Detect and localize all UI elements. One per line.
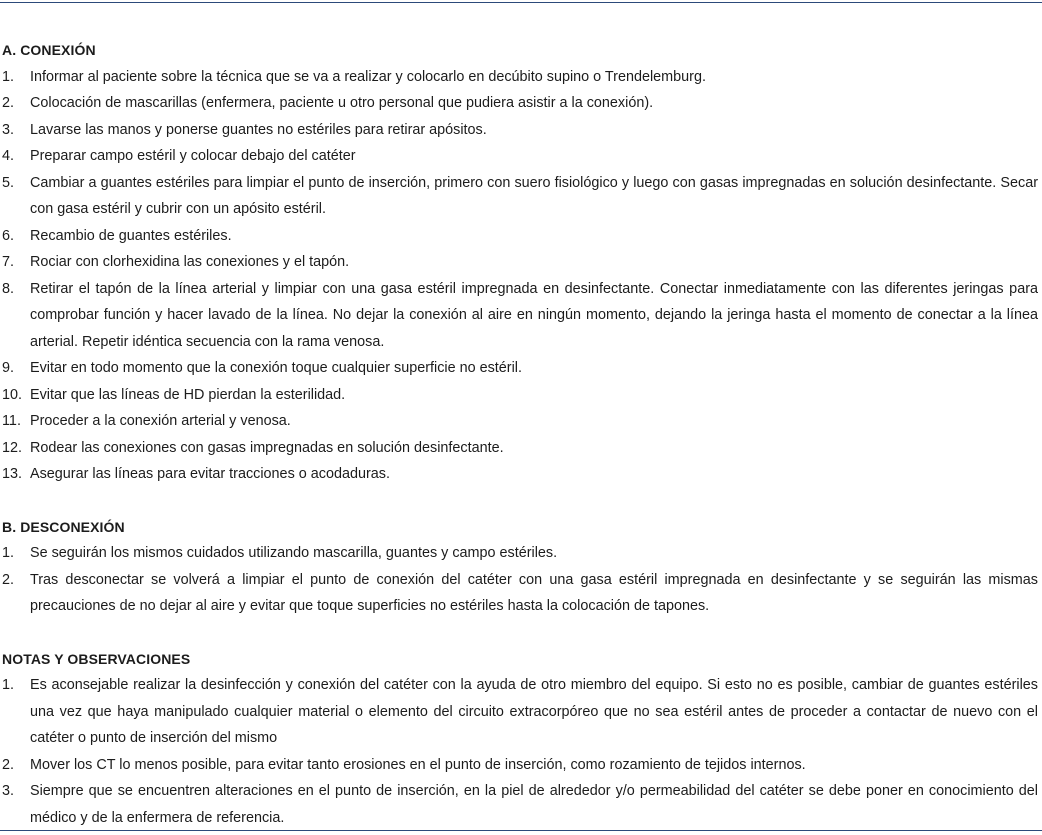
step-list	[2, 64, 1038, 488]
item-number: 5.	[2, 174, 15, 191]
item-number: 1.	[2, 677, 15, 693]
item-text: Rodear las conexiones con gasas impregnadas en solución desinfectante.	[30, 439, 504, 456]
item-text: Proceder a la conexión arterial y venosa.	[30, 413, 291, 429]
list-item	[2, 778, 1038, 831]
item-number: 1.	[2, 545, 15, 561]
list-item	[2, 435, 1038, 462]
item-number: 2.	[2, 95, 15, 111]
item-text: Se seguirán los mismos cuidados utilizando mascarilla, guantes y campo estériles.	[30, 545, 558, 561]
item-number: 8.	[2, 280, 15, 297]
list-item	[2, 117, 1038, 144]
item-text: Preparar campo estéril y colocar debajo del catéter	[30, 148, 356, 164]
item-number: 6.	[2, 227, 15, 244]
item-text: Es aconsejable realizar la desinfección y conexión del catéter con la ayuda de otro miembro del equipo. Si esto no es posible, cambiar de guantes estériles una vez que haya manipulado cualquier material o elemento del circuito extracorpóreo que no sea estéril antes de proceder a contactar de nuevo con el catéter o punto de inserción del mismo	[30, 677, 1038, 746]
list-item	[2, 752, 1038, 779]
item-number: 3.	[2, 783, 15, 799]
step-list	[2, 672, 1038, 831]
top-rule	[0, 2, 1042, 3]
item-text: Evitar que las líneas de HD pierdan la esterilidad.	[30, 386, 346, 403]
list-item	[2, 143, 1038, 170]
item-text: Siempre que se encuentren alteraciones en el punto de inserción, en la piel de alrededor y/o permeabilidad del catéter se debe poner en conocimiento del médico y de la enfermera de referencia.	[30, 783, 1038, 826]
item-number: 3.	[2, 121, 15, 138]
bottom-rule	[0, 830, 1042, 831]
list-item	[2, 672, 1038, 752]
item-text: Tras desconectar se volverá a limpiar el punto de conexión del catéter con una gasa estéril impregnada en desinfectante y se seguirán las mismas precauciones de no dejar al aire y evitar que toque superficies no estériles hasta la colocación de tapones.	[30, 571, 1038, 614]
item-text: Lavarse las manos y ponerse guantes no estériles para retirar apósitos.	[30, 121, 487, 138]
item-number: 1.	[2, 68, 15, 85]
procedure-document	[2, 37, 1038, 831]
item-number: 4.	[2, 148, 15, 164]
item-text: Rociar con clorhexidina las conexiones y el tapón.	[30, 254, 350, 270]
item-text: Cambiar a guantes estériles para limpiar el punto de inserción, primero con suero fisiológico y luego con gasas impregnadas en solución desinfectante. Secar con gasa estéril y cubrir con un apósito estéril.	[30, 174, 1038, 217]
item-text: Colocación de mascarillas (enfermera, paciente u otro personal que pudiera asistir a la conexión).	[30, 95, 654, 111]
item-number: 7.	[2, 254, 15, 270]
section-heading: A. CONEXIÓN	[2, 42, 96, 58]
item-text: Asegurar las líneas para evitar tracciones o acodaduras.	[30, 466, 390, 482]
list-item	[2, 540, 1038, 567]
section-heading: NOTAS Y OBSERVACIONES	[2, 650, 191, 667]
list-item	[2, 64, 1038, 91]
section-desconexion	[2, 514, 1038, 620]
item-text: Evitar en todo momento que la conexión toque cualquier superficie no estéril.	[30, 360, 522, 376]
list-item	[2, 461, 1038, 488]
list-item	[2, 567, 1038, 620]
section-conexion	[2, 37, 1038, 488]
item-text: Informar al paciente sobre la técnica que se va a realizar y colocarlo en decúbito supino o Trendelemburg.	[30, 68, 706, 85]
section-notas	[2, 646, 1038, 832]
step-list	[2, 540, 1038, 620]
item-number: 12.	[2, 439, 23, 456]
item-text: Recambio de guantes estériles.	[30, 227, 232, 244]
list-item	[2, 408, 1038, 435]
item-text: Mover los CT lo menos posible, para evitar tanto erosiones en el punto de inserción, como rozamiento de tejidos internos.	[30, 756, 806, 773]
list-item	[2, 90, 1038, 117]
list-item	[2, 170, 1038, 223]
list-item	[2, 223, 1038, 250]
list-item	[2, 355, 1038, 382]
item-number: 2.	[2, 571, 15, 588]
list-item	[2, 382, 1038, 409]
list-item	[2, 276, 1038, 356]
list-item	[2, 249, 1038, 276]
item-text: Retirar el tapón de la línea arterial y limpiar con una gasa estéril impregnada en desinfectante. Conectar inmediatamente con las diferentes jeringas para comprobar función y hacer lavado de la línea. No dejar la conexión al aire en ningún momento, dejando la jeringa hasta el momento de conectar a la línea arterial. Repetir idéntica secuencia con la rama venosa.	[30, 280, 1038, 350]
item-number: 13.	[2, 466, 23, 482]
item-number: 11.	[2, 413, 21, 429]
item-number: 10.	[2, 386, 23, 403]
section-heading: B. DESCONEXIÓN	[2, 518, 125, 535]
item-number: 9.	[2, 360, 15, 376]
item-number: 2.	[2, 756, 15, 773]
